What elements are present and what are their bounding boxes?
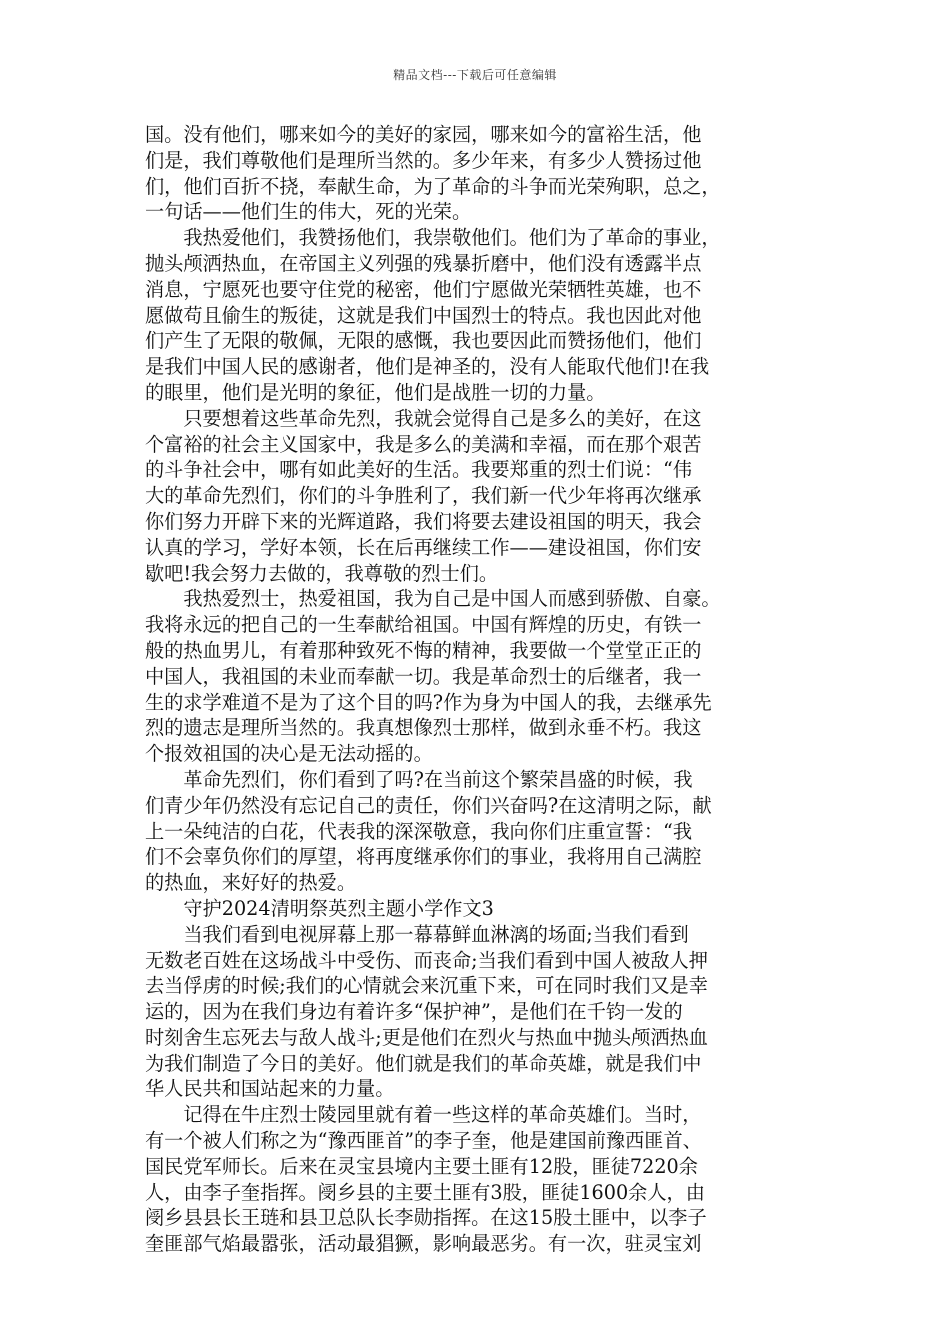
text-line: 们青少年仍然没有忘记自己的责任，你们兴奋吗?在这清明之际，献 xyxy=(145,793,712,817)
text-line: 们不会辜负你们的厚望，将再度继承你们的事业，我将用自己满腔 xyxy=(145,845,702,869)
text-line: 中国人，我祖国的未业而奉献一切。我是革命烈士的后继者，我一 xyxy=(145,664,702,688)
text-line: 消息，宁愿死也要守住党的秘密，他们宁愿做光荣牺牲英雄，也不 xyxy=(145,277,702,301)
text-line: 记得在牛庄烈士陵园里就有着一些这样的革命英雄们。当时， xyxy=(145,1103,702,1127)
text-line: 们，他们百折不挠，奉献生命，为了革命的斗争而光荣殉职，总之， xyxy=(145,174,721,198)
text-line: 我热爱烈士，热爱祖国，我为自己是中国人而感到骄傲、自豪。 xyxy=(145,587,721,611)
text-line: 你们努力开辟下来的光辉道路，我们将要去建设祖国的明天，我会 xyxy=(145,509,702,533)
text-line: 般的热血男儿，有着那种致死不悔的精神，我要做一个堂堂正正的 xyxy=(145,638,702,662)
text-line: 愿做苟且偷生的叛徒，这就是我们中国烈士的特点。我也因此对他 xyxy=(145,303,702,327)
text-line: 我将永远的把自己的一生奉献给祖国。中国有辉煌的历史，有铁一 xyxy=(145,613,702,637)
text-line: 阌乡县县长王琏和县卫总队长李勋指挥。在这15股土匪中，以李子 xyxy=(145,1206,707,1230)
text-line: 们产生了无限的敬佩，无限的感慨，我也要因此而赞扬他们，他们 xyxy=(145,329,702,353)
text-line: 国。没有他们，哪来如今的美好的家园，哪来如今的富裕生活，他 xyxy=(145,123,702,146)
text-line: 当我们看到电视屏幕上那一幕幕鲜血淋漓的场面;当我们看到 xyxy=(145,922,689,946)
text-line: 们是，我们尊敬他们是理所当然的。多少年来，有多少人赞扬过他 xyxy=(145,148,702,172)
page-header: 精品文档---下载后可任意编辑 xyxy=(393,68,557,82)
text-line: 无数老百姓在这场战斗中受伤、而丧命;当我们看到中国人被敌人押 xyxy=(145,948,708,972)
text-line: 只要想着这些革命先烈，我就会觉得自己是多么的美好，在这 xyxy=(145,406,702,430)
text-line: 的眼里，他们是光明的象征，他们是战胜一切的力量。 xyxy=(145,380,606,404)
text-line: 的热血，来好好的热爱。 xyxy=(145,871,357,895)
text-line: 我热爱他们，我赞扬他们，我崇敬他们。他们为了革命的事业， xyxy=(145,226,721,250)
text-line: 个报效祖国的决心是无法动摇的。 xyxy=(145,742,433,766)
text-line: 华人民共和国站起来的力量。 xyxy=(145,1077,395,1101)
text-line: 守护2024清明祭英烈主题小学作文3 xyxy=(145,896,494,920)
text-line: 有一个被人们称之为“豫西匪首”的李子奎，他是建国前豫西匪首、 xyxy=(145,1129,702,1153)
text-line: 的斗争社会中，哪有如此美好的生活。我要郑重的烈士们说：“伟 xyxy=(145,458,693,482)
text-line: 去当俘虏的时候;我们的心情就会来沉重下来，可在同时我们又是幸 xyxy=(145,974,708,998)
text-line: 抛头颅洒热血，在帝国主义列强的残暴折磨中，他们没有透露半点 xyxy=(145,251,702,275)
text-line: 革命先烈们，你们看到了吗?在当前这个繁荣昌盛的时候，我 xyxy=(145,767,693,791)
text-line: 上一朵纯洁的白花，代表我的深深敬意，我向你们庄重宣誓：“我 xyxy=(145,819,693,843)
text-line: 认真的学习，学好本领，长在后再继续工作——建设祖国，你们安 xyxy=(145,535,702,559)
text-line: 人，由李子奎指挥。阌乡县的主要土匪有3股，匪徒1600余人，由 xyxy=(145,1180,705,1204)
text-line: 烈的遗志是理所当然的。我真想像烈士那样，做到永垂不朽。我这 xyxy=(145,716,702,740)
text-line: 运的，因为在我们身边有着许多“保护神”，是他们在千钧一发的 xyxy=(145,1000,683,1024)
text-line: 奎匪部气焰最嚣张，活动最猖獗，影响最恶劣。有一次，驻灵宝刘 xyxy=(145,1232,702,1256)
text-line: 一句话——他们生的伟大，死的光荣。 xyxy=(145,200,472,224)
text-line: 生的求学难道不是为了这个目的吗?作为身为中国人的我，去继承先 xyxy=(145,690,712,714)
text-line: 时刻舍生忘死去与敌人战斗;更是他们在烈火与热血中抛头颅洒热血 xyxy=(145,1025,708,1049)
text-line: 歇吧!我会努力去做的，我尊敬的烈士们。 xyxy=(145,561,499,585)
text-line: 国民党军师长。后来在灵宝县境内主要土匪有12股，匪徒7220余 xyxy=(145,1154,698,1178)
text-line: 大的革命先烈们，你们的斗争胜利了，我们新一代少年将再次继承 xyxy=(145,484,702,508)
text-line: 为我们制造了今日的美好。他们就是我们的革命英雄，就是我们中 xyxy=(145,1051,702,1075)
text-line: 个富裕的社会主义国家中，我是多么的美满和幸福，而在那个艰苦 xyxy=(145,432,702,456)
text-line: 是我们中国人民的感谢者，他们是神圣的，没有人能取代他们!在我 xyxy=(145,355,710,379)
document-body xyxy=(145,122,825,1257)
